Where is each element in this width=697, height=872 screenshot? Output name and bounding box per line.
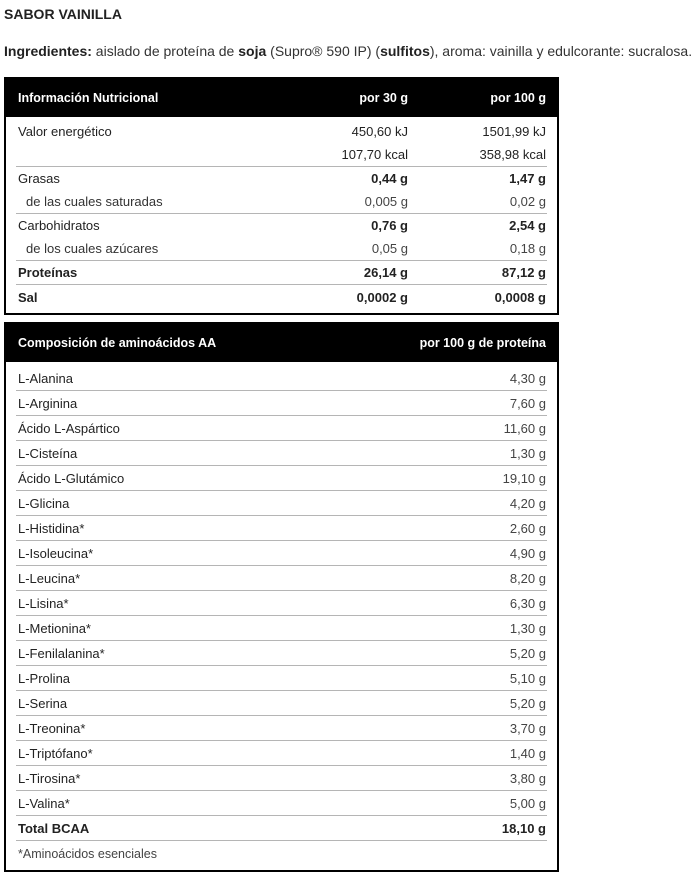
amino-acid-value: 5,20 g (509, 645, 546, 661)
nutrient-name: Sal (18, 289, 38, 305)
nutrient-name: de las cuales saturadas (26, 194, 163, 209)
ingredients-part: (Supro® 590 IP) ( (266, 43, 381, 59)
table-row (16, 237, 547, 261)
table-row (16, 566, 547, 591)
amino-acid-value: 4,30 g (509, 370, 546, 386)
amino-acid-name: Ácido L-Aspártico (18, 420, 120, 436)
total-bcaa-value: 18,10 g (501, 820, 546, 836)
amino-acid-value: 8,20 g (509, 570, 546, 586)
header-cell: por 100 g (490, 91, 546, 105)
value-per-30g: 0,76 g (371, 218, 408, 233)
nutrition-table (4, 77, 559, 315)
amino-acid-value: 11,60 g (503, 420, 546, 436)
footnote: *Aminoácidos esenciales (18, 846, 157, 861)
amino-acid-name: L-Cisteína (18, 445, 78, 461)
amino-acid-value: 1,30 g (509, 620, 546, 636)
amino-table-body (6, 362, 557, 870)
nutrient-name: Carbohidratos (18, 218, 100, 233)
amino-acid-value: 1,40 g (509, 745, 546, 761)
amino-acid-value: 2,60 g (509, 520, 546, 536)
amino-acid-name: L-Triptófano* (18, 745, 93, 761)
total-bcaa-row (16, 816, 547, 841)
amino-acid-name: L-Leucina* (18, 570, 81, 586)
table-row (16, 641, 547, 666)
value-per-30g: 107,70 kcal (341, 147, 408, 162)
amino-table-header (6, 324, 557, 362)
ingredients-part: aislado de proteína de (91, 43, 239, 59)
value-per-100g: 358,98 kcal (479, 147, 546, 162)
ingredients-allergen: soja (238, 43, 267, 59)
table-row (16, 366, 547, 391)
table-row (16, 616, 547, 641)
value-per-100g: 2,54 g (509, 218, 546, 233)
nutrient-name: de los cuales azúcares (26, 241, 159, 256)
amino-acid-value: 7,60 g (509, 395, 546, 411)
table-row (16, 261, 547, 285)
amino-acid-name: L-Fenilalanina* (18, 645, 105, 661)
amino-acid-name: L-Serina (18, 695, 68, 711)
amino-acid-value: 3,70 g (509, 720, 546, 736)
header-cell: por 30 g (359, 91, 408, 105)
amino-acid-value: 3,80 g (509, 770, 546, 786)
value-per-30g: 0,05 g (371, 241, 408, 256)
amino-acid-name: L-Treonina* (18, 720, 86, 736)
table-row (16, 716, 547, 741)
table-row (16, 766, 547, 791)
amino-acid-name: L-Isoleucina* (18, 545, 94, 561)
amino-acid-name: L-Glicina (18, 495, 70, 511)
table-row (16, 741, 547, 766)
value-per-30g: 0,0002 g (356, 289, 408, 305)
value-per-100g: 1,47 g (509, 171, 546, 186)
nutrient-name: Valor energético (18, 124, 112, 139)
amino-acid-value: 4,90 g (509, 545, 546, 561)
amino-acid-name: L-Tirosina* (18, 770, 81, 786)
ingredients-text (4, 43, 692, 59)
footnote-row (16, 841, 547, 866)
amino-acid-name: L-Valina* (18, 795, 70, 811)
table-row (16, 541, 547, 566)
value-per-30g: 0,44 g (371, 171, 408, 186)
table-row (16, 666, 547, 691)
header-cell: Composición de aminoácidos AA (18, 336, 217, 350)
amino-acid-value: 19,10 g (502, 470, 546, 486)
table-row (16, 167, 547, 190)
amino-acid-name: Ácido L-Glutámico (18, 470, 125, 486)
table-row (16, 214, 547, 237)
value-per-100g: 0,18 g (509, 241, 546, 256)
amino-acid-value: 5,20 g (509, 695, 546, 711)
amino-acid-value: 5,10 g (509, 670, 546, 686)
amino-acid-name: L-Alanina (18, 370, 73, 386)
table-row (16, 190, 547, 214)
nutrient-name: Grasas (18, 171, 60, 186)
value-per-100g: 0,0008 g (494, 289, 546, 305)
amino-acid-table (4, 322, 559, 872)
amino-acid-value: 4,20 g (509, 495, 546, 511)
header-cell: Información Nutricional (18, 91, 159, 105)
table-row (16, 285, 547, 309)
table-row (16, 516, 547, 541)
amino-acid-value: 1,30 g (509, 445, 546, 461)
value-per-100g: 87,12 g (501, 265, 546, 280)
amino-acid-name: L-Histidina* (18, 520, 85, 536)
table-row (16, 466, 547, 491)
nutrient-name: Proteínas (18, 265, 78, 280)
table-row (16, 691, 547, 716)
amino-acid-value: 6,30 g (509, 595, 546, 611)
amino-acid-value: 5,00 g (509, 795, 546, 811)
table-row (16, 391, 547, 416)
value-per-100g: 1501,99 kJ (482, 124, 546, 139)
flavor-title: SABOR VAINILLA (4, 6, 122, 22)
amino-acid-name: L-Arginina (18, 395, 78, 411)
value-per-30g: 26,14 g (363, 265, 408, 280)
table-row (16, 791, 547, 816)
nutrition-table-header (6, 79, 557, 117)
amino-acid-name: L-Lisina* (18, 595, 69, 611)
ingredients-label: Ingredientes: (4, 43, 92, 59)
table-row (16, 416, 547, 441)
amino-acid-name: L-Prolina (18, 670, 71, 686)
ingredients-allergen: sulfitos (380, 43, 430, 59)
total-bcaa-label: Total BCAA (18, 820, 90, 836)
value-per-100g: 0,02 g (509, 194, 546, 209)
amino-acid-name: L-Metionina* (18, 620, 91, 636)
table-row (16, 441, 547, 466)
table-row (16, 120, 547, 143)
value-per-30g: 0,005 g (364, 194, 408, 209)
table-row (16, 491, 547, 516)
ingredients-part: ), aroma: vainilla y edulcorante: sucralosa. (429, 43, 693, 59)
header-cell: por 100 g de proteína (419, 336, 546, 350)
nutrition-table-body (6, 117, 557, 313)
table-row (16, 591, 547, 616)
value-per-30g: 450,60 kJ (351, 124, 408, 139)
table-row (16, 143, 547, 167)
